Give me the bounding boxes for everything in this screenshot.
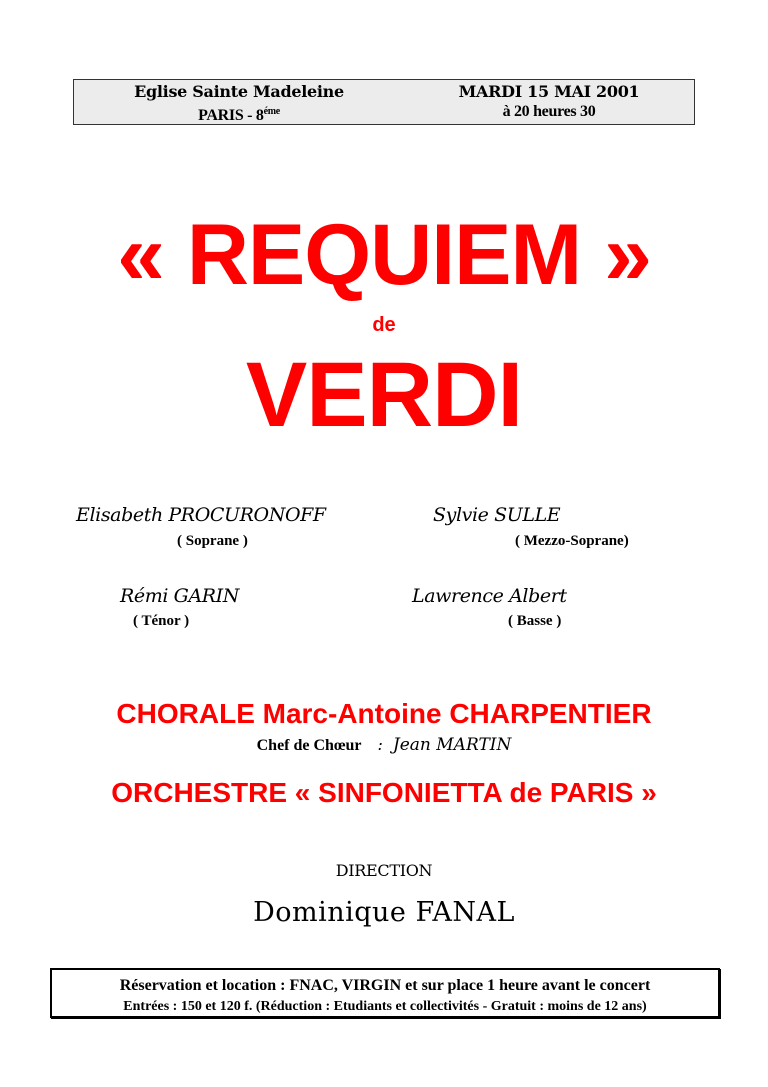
- title-connector: de: [372, 314, 396, 336]
- concert-info-box: [73, 79, 695, 125]
- venue-block: [74, 82, 404, 126]
- soloist-bass-voice: ( Basse ): [508, 613, 562, 629]
- direction-label: DIRECTION: [335, 861, 433, 880]
- soloist-bass-name: Lawrence Albert: [412, 585, 567, 607]
- reservation-line: Réservation et location : FNAC, VIRGIN et sur place 1 heure avant le concert: [119, 977, 651, 994]
- choir-name: CHORALE Marc-Antoine CHARPENTIER: [116, 698, 652, 729]
- concert-time: à 20 heures 30: [502, 103, 596, 120]
- ticket-info-box: [50, 968, 720, 1018]
- soloist-tenor-voice: ( Ténor ): [133, 613, 190, 629]
- concert-date: MARDI 15 MAI 2001: [458, 82, 640, 101]
- soloist-tenor-name: Rémi GARIN: [120, 585, 240, 607]
- orchestra-name: ORCHESTRE « SINFONIETTA de PARIS »: [111, 777, 657, 808]
- chef-separator: :: [377, 735, 383, 754]
- venue-name: Eglise Sainte Madeleine: [134, 82, 344, 101]
- datetime-block: [404, 82, 694, 122]
- soloist-soprano-voice: ( Soprane ): [177, 533, 248, 549]
- chef-label: Chef de Chœur: [256, 737, 362, 754]
- work-title: « REQUIEM »: [117, 207, 651, 303]
- composer-name: VERDI: [245, 344, 523, 446]
- arrondissement-suffix: éme: [263, 106, 280, 117]
- soloist-mezzo-voice: ( Mezzo-Soprane): [515, 533, 629, 549]
- conductor-name: Dominique FANAL: [253, 897, 515, 928]
- choir-director-line: [0, 735, 768, 756]
- soloist-soprano-name: Elisabeth PROCURONOFF: [76, 504, 326, 526]
- venue-city-text: PARIS - 8: [198, 107, 264, 124]
- soloist-mezzo-name: Sylvie SULLE: [433, 504, 561, 526]
- venue-city: [74, 102, 404, 126]
- chef-name: Jean MARTIN: [392, 735, 512, 755]
- prices-line: Entrées : 150 et 120 f. (Réduction : Etudiants et collectivités - Gratuit : moins de 12 ans): [123, 999, 647, 1014]
